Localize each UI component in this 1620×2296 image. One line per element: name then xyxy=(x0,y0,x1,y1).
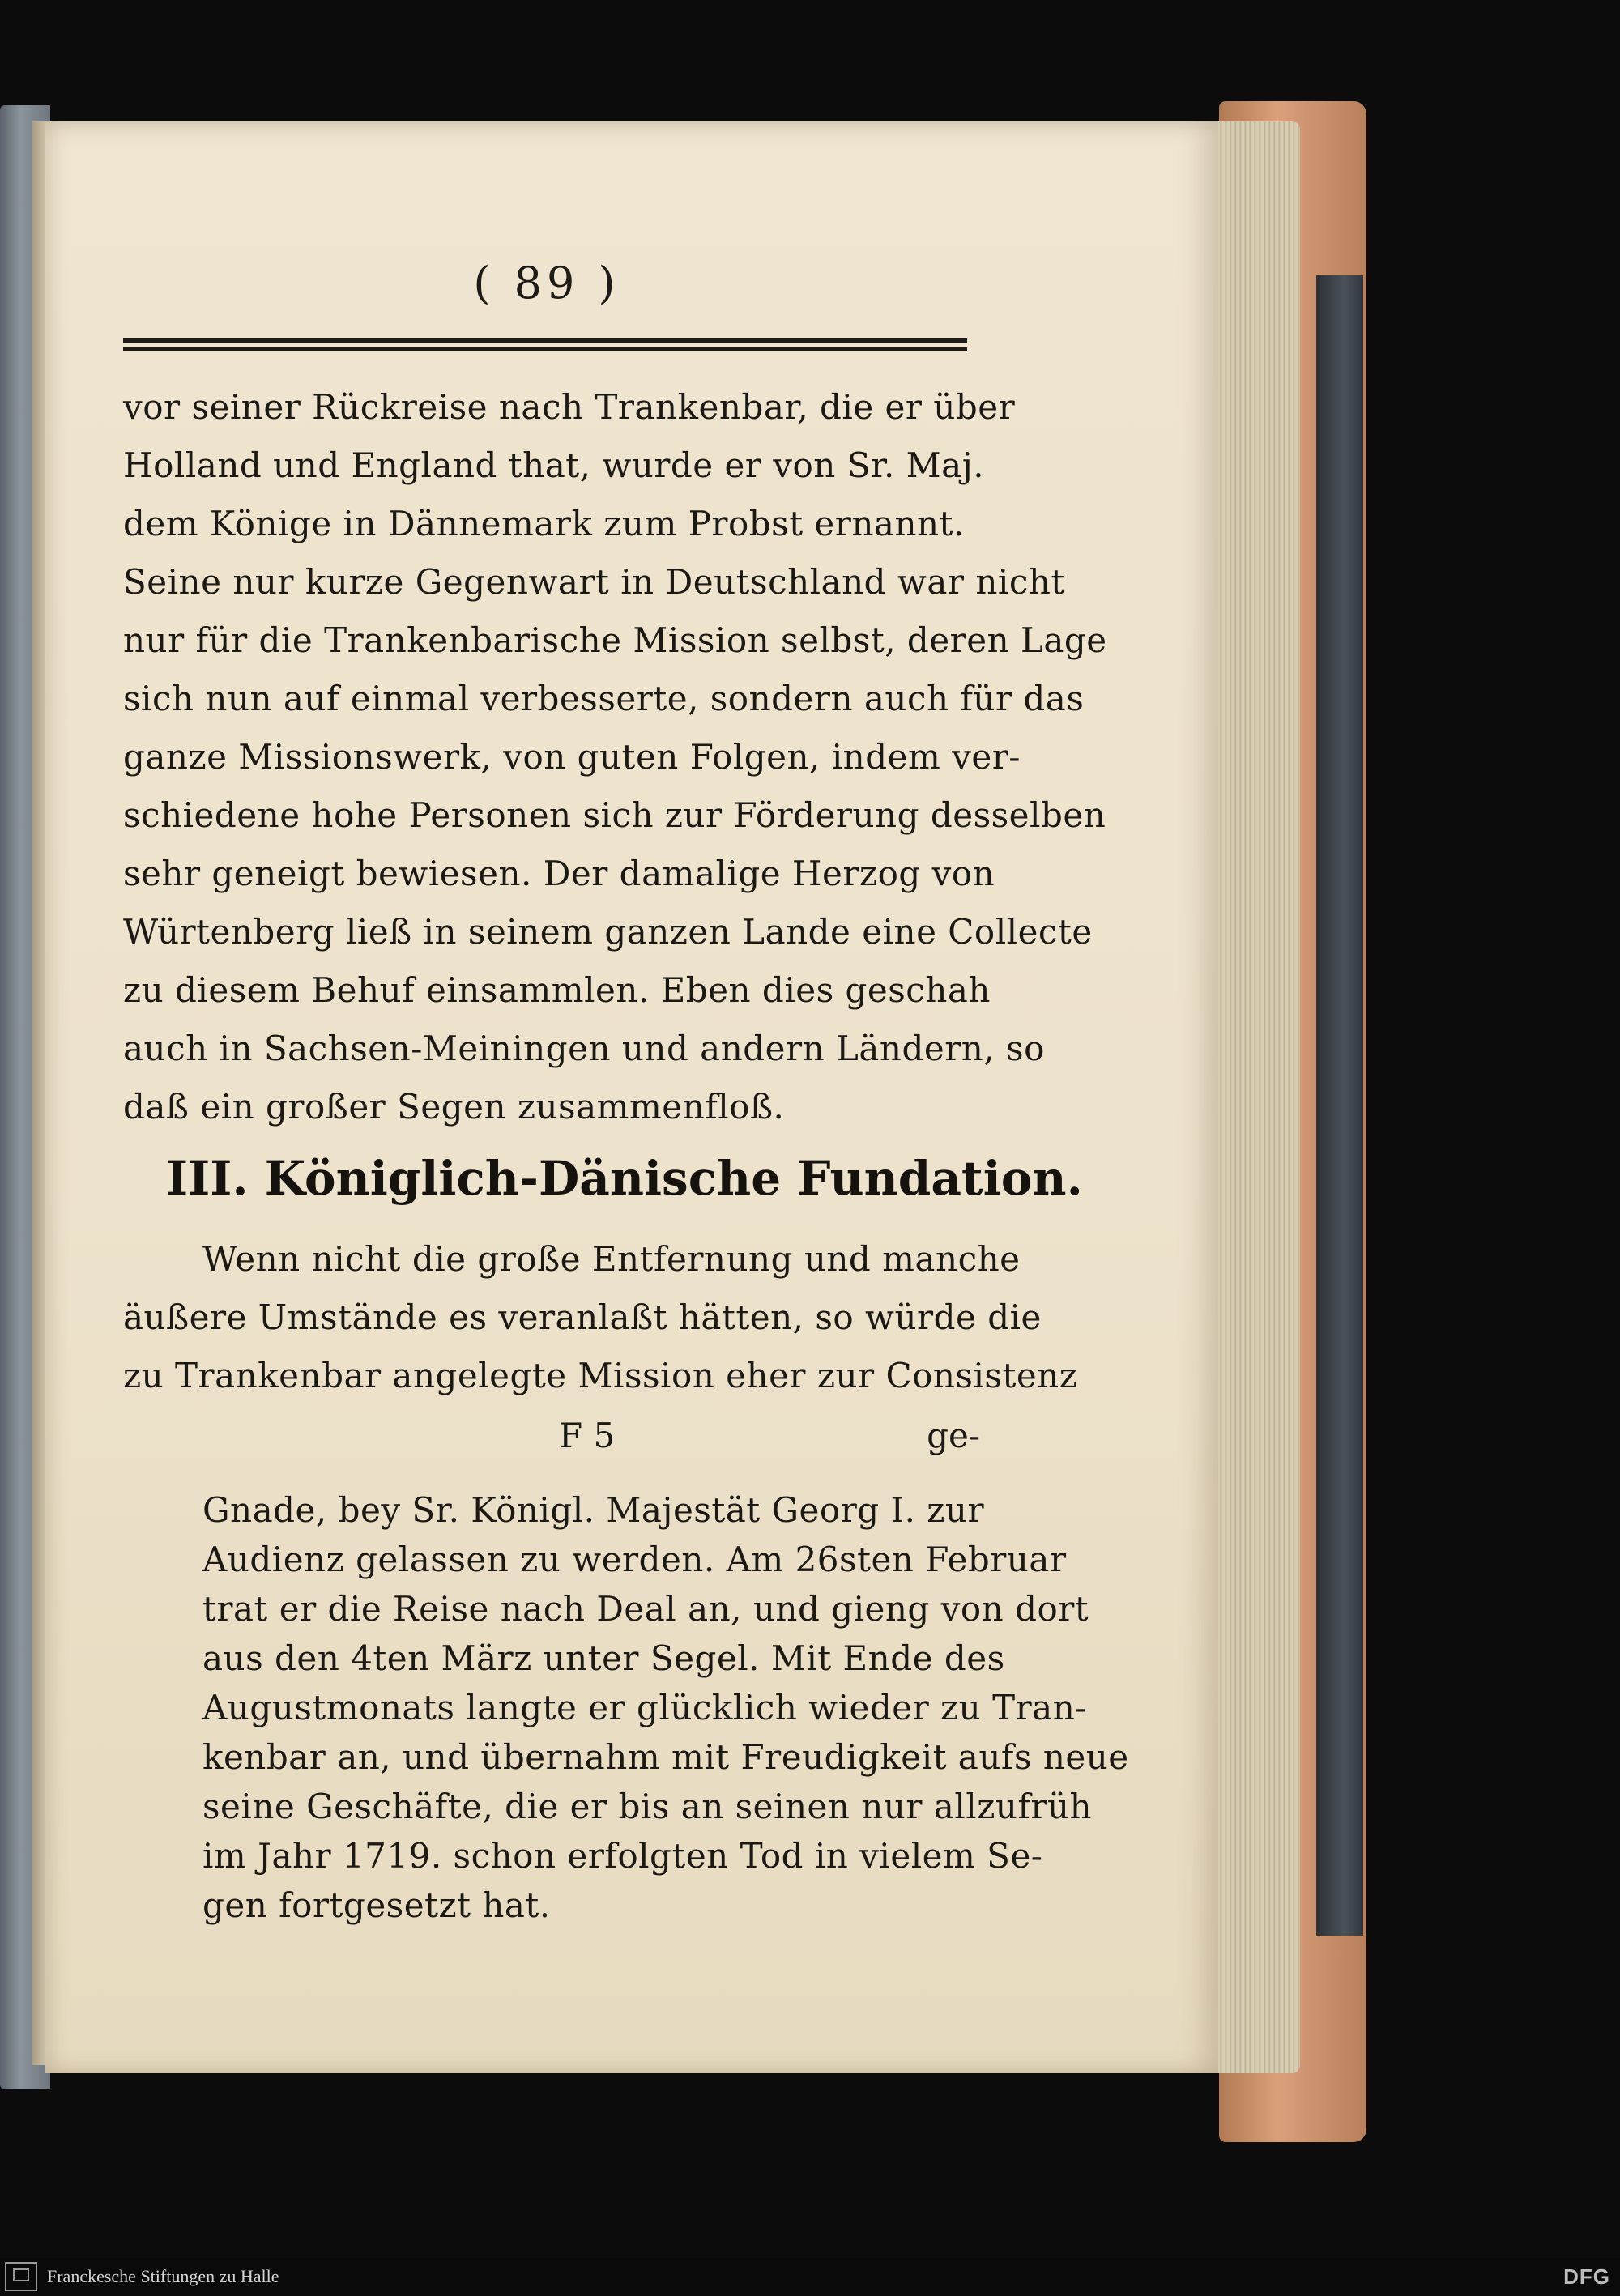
text-line: Wenn nicht die große Entfernung und manche xyxy=(202,1239,1021,1279)
text-line: aus den 4ten März unter Segel. Mit Ende des xyxy=(202,1638,1005,1678)
text-line: Audienz gelassen zu werden. Am 26sten Februar xyxy=(202,1540,1067,1579)
text-line: daß ein großer Segen zusammenfloß. xyxy=(123,1087,785,1127)
text-line: im Jahr 1719. schon erfolgten Tod in vielem Se- xyxy=(202,1836,1043,1876)
text-line: ganze Missionswerk, von guten Folgen, indem ver- xyxy=(123,737,1021,777)
text-line: zu Trankenbar angelegte Mission eher zur Consistenz xyxy=(123,1356,1078,1395)
text-line: zu diesem Behuf einsammlen. Eben dies geschah xyxy=(123,970,991,1010)
text-line: nur für die Trankenbarische Mission selbst, deren Lage xyxy=(123,620,1107,660)
text-line: sich nun auf einmal verbesserte, sondern auch für das xyxy=(123,679,1085,718)
text-line: Augustmonats langte er glücklich wieder zu Tran- xyxy=(202,1688,1087,1727)
text-line: vor seiner Rückreise nach Trankenbar, die er über xyxy=(123,387,1016,427)
footer-institution: Franckesche Stiftungen zu Halle xyxy=(47,2266,279,2286)
text-line: trat er die Reise nach Deal an, und gieng von dort xyxy=(202,1589,1089,1629)
page-number: ( 89 ) xyxy=(473,258,620,309)
text-line: Seine nur kurze Gegenwart in Deutschland war nicht xyxy=(123,562,1065,602)
book-spine-edge xyxy=(1316,275,1363,1936)
text-line: sehr geneigt bewiesen. Der damalige Herzog von xyxy=(123,854,995,893)
text-line: dem Könige in Dännemark zum Probst ernannt. xyxy=(123,504,965,543)
signature-mark: F 5 xyxy=(559,1416,616,1455)
text-line: Holland und England that, wurde er von Sr. Maj. xyxy=(123,445,985,485)
text-line: Würtenberg ließ in seinem ganzen Lande eine Collecte xyxy=(123,912,1093,952)
text-line: auch in Sachsen-Meiningen und andern Ländern, so xyxy=(123,1029,1045,1068)
text-line: gen fortgesetzt hat. xyxy=(202,1885,551,1925)
text-line: schiedene hohe Personen sich zur Förderung desselben xyxy=(123,795,1106,835)
header-rule-thick xyxy=(123,338,967,343)
text-line: seine Geschäfte, die er bis an seinen nur allzufrüh xyxy=(202,1787,1093,1826)
text-line: äußere Umstände es veranlaßt hätten, so würde die xyxy=(123,1297,1042,1337)
catchword: ge- xyxy=(927,1416,980,1455)
dfg-logo: DFG xyxy=(1563,2264,1610,2289)
franckesche-logo-icon xyxy=(5,2262,37,2291)
header-rule-thin xyxy=(123,347,967,351)
text-line: Gnade, bey Sr. Königl. Majestät Georg I. zur xyxy=(202,1490,985,1530)
section-heading: III. Königlich-Dänische Fundation. xyxy=(166,1151,1083,1206)
text-line: kenbar an, und übernahm mit Freudigkeit aufs neue xyxy=(202,1737,1129,1777)
